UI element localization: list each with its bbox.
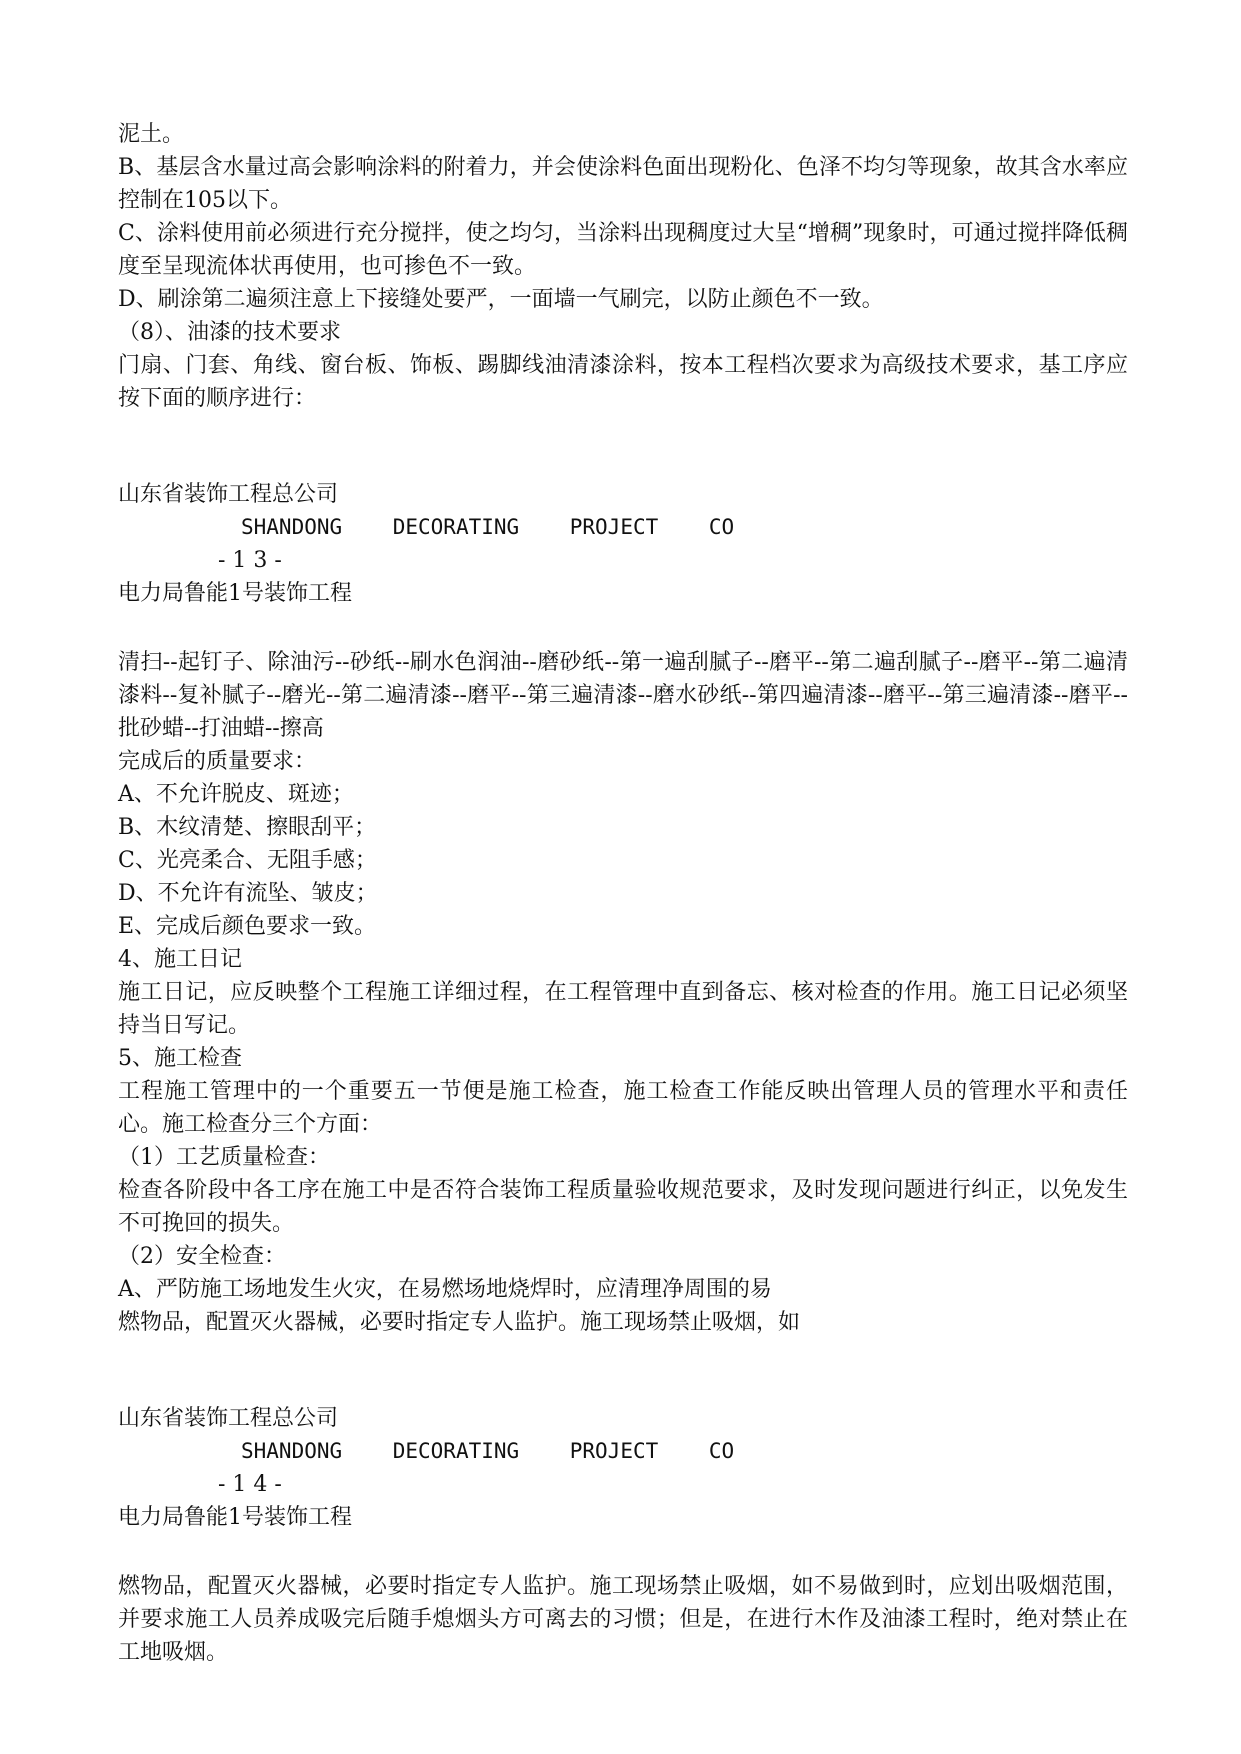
paragraph-smoking: 燃物品，配置灭火器械，必要时指定专人监护。施工现场禁止吸烟，如不易做到时，应划出吸烟范围，并要求施工人员养成吸完后随手熄烟头方可离去的习惯；但是，在进行木作及油漆工程时，绝对禁止在工地吸烟。 <box>118 1574 1128 1665</box>
company-en-word: PROJECT <box>569 515 659 539</box>
paragraph-paint-intro: 门扇、门套、角线、窗台板、饰板、踢脚线油清漆涂料，按本工程档次要求为高级技术要求，基工序应按下面的顺序进行： <box>118 353 1128 411</box>
paragraph-c: C、涂料使用前必须进行充分搅拌，使之均匀，当涂料出现稠度过大呈“增稠”现象时，可通过搅拌降低稠度至呈现流体状再使用，也可掺色不一致。 <box>118 221 1128 279</box>
text-line: 泥土。 <box>118 122 185 147</box>
page-break-spacer <box>118 415 1128 481</box>
quality-item-c: C、光亮柔合、无阻手感； <box>118 848 377 873</box>
paragraph-process-steps: 清扫--起钉子、除油污--砂纸--刷水色润油--磨砂纸--第一遍刮腻子--磨平--第二遍刮腻子--磨平--第二遍清漆料--复补腻子--磨光--第二遍清漆--磨平--第三遍清漆--磨水砂纸--第四遍清漆--磨平--第三遍清漆--磨平--批砂蜡--打油蜡--擦高 <box>118 650 1128 741</box>
company-name-cn: 山东省装饰工程总公司 <box>118 482 339 507</box>
page-number: - 1 3 - <box>218 548 282 573</box>
page-footer-13 <box>118 478 1128 577</box>
paragraph-b: B、基层含水量过高会影响涂料的附着力，并会使涂料色面出现粉化、色泽不均匀等现象，故其含水率应控制在105以下。 <box>118 155 1128 213</box>
quality-item-b: B、木纹清楚、擦眼刮平； <box>118 815 377 840</box>
company-en-word: SHANDONG <box>241 1439 343 1463</box>
company-en-word: DECORATING <box>392 515 520 539</box>
company-name-en <box>118 1435 1128 1468</box>
safety-item-a: A、严防施工场地发生火灾，在易燃场地烧焊时，应清理净周围的易 <box>118 1277 772 1302</box>
paragraph-diary: 施工日记，应反映整个工程施工详细过程，在工程管理中直到备忘、核对检查的作用。施工日记必须坚持当日写记。 <box>118 980 1128 1038</box>
quality-item-d: D、不允许有流坠、皱皮； <box>118 881 378 906</box>
section-1 <box>118 118 1128 415</box>
paragraph-quality-check: 检查各阶段中各工序在施工中是否符合装饰工程质量验收规范要求，及时发现问题进行纠正，以免发生不可挽回的损失。 <box>118 1178 1128 1236</box>
company-en-word: DECORATING <box>392 1439 520 1463</box>
page-footer-14 <box>118 1402 1128 1501</box>
subheading-safety-check: （2）安全检查： <box>118 1244 286 1269</box>
quality-item-e: E、完成后颜色要求一致。 <box>118 914 377 939</box>
paragraph-d: D、刷涂第二遍须注意上下接缝处要严，一面墙一气刷完，以防止颜色不一致。 <box>118 287 884 312</box>
paragraph-inspection: 工程施工管理中的一个重要五一节便是施工检查，施工检查工作能反映出管理人员的管理水平和责任心。施工检查分三个方面： <box>118 1079 1128 1137</box>
header-spacer <box>118 610 1128 643</box>
company-name-cn: 山东省装饰工程总公司 <box>118 1406 339 1431</box>
document-page <box>118 118 1128 1669</box>
company-en-word: SHANDONG <box>241 515 343 539</box>
section-heading-4: 4、施工日记 <box>118 947 242 972</box>
quality-item-a: A、不允许脱皮、斑迹； <box>118 782 354 807</box>
company-en-word: PROJECT <box>569 1439 659 1463</box>
section-heading-5: 5、施工检查 <box>118 1046 242 1071</box>
company-en-word: CO <box>708 515 735 539</box>
project-header: 电力局鲁能1号装饰工程 <box>118 581 352 606</box>
project-header: 电力局鲁能1号装饰工程 <box>118 1505 352 1530</box>
subheading-quality-check: （1）工艺质量检查： <box>118 1145 330 1170</box>
company-name-en <box>118 511 1128 544</box>
page-number: - 1 4 - <box>218 1472 282 1497</box>
page-break-spacer <box>118 1339 1128 1405</box>
section-2 <box>118 646 1128 1339</box>
safety-item-a-cont: 燃物品，配置灭火器械，必要时指定专人监护。施工现场禁止吸烟，如 <box>118 1310 801 1335</box>
section-3 <box>118 1570 1128 1669</box>
company-en-word: CO <box>708 1439 735 1463</box>
quality-heading: 完成后的质量要求： <box>118 749 317 774</box>
section-heading-8: （8）、油漆的技术要求 <box>118 320 341 345</box>
header-spacer <box>118 1534 1128 1567</box>
